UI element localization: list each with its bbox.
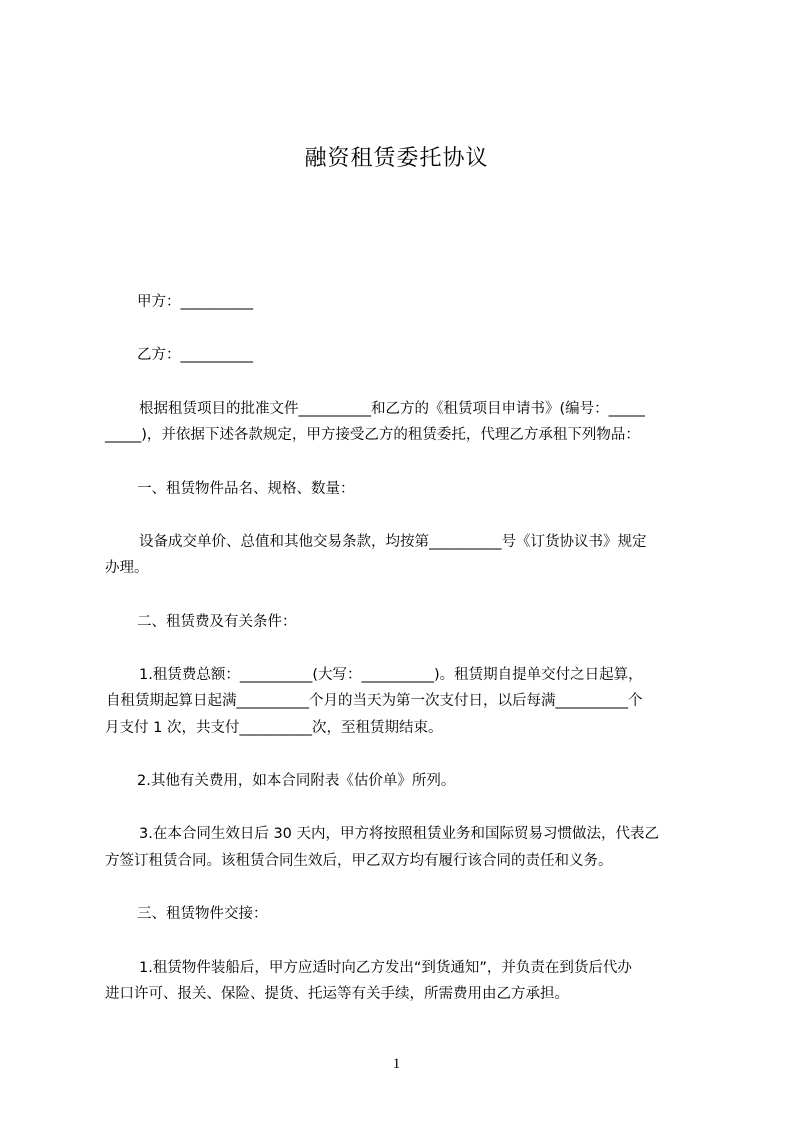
intro-paragraph-line-1: 根据租赁项目的批准文件__________和乙方的《租赁项目申请书》(编号：_____ (139, 401, 645, 417)
section-1-heading: 一、租赁物件品名、规格、数量： (137, 481, 355, 497)
section-3-heading: 三、租赁物件交接： (137, 906, 268, 922)
party-a-line: 甲方：__________ (137, 294, 253, 310)
party-b-line: 乙方：__________ (137, 347, 253, 363)
page-number: 1 (392, 1056, 401, 1072)
section-2-item-1-line-3: 月支付 1 次，共支付__________次，至租赁期结束。 (105, 720, 443, 736)
section-2-heading: 二、租赁费及有关条件： (137, 614, 297, 630)
section-2-item-2: 2.其他有关费用，如本合同附表《估价单》所列。 (137, 773, 456, 789)
intro-paragraph-line-2: _____)，并依据下述各款规定，甲方接受乙方的租赁委托，代理乙方承租下列物品： (105, 427, 640, 443)
section-2-item-1-line-1: 1.租赁费总额：__________(大写：__________)。租赁期自提单交付之日起算， (139, 667, 643, 683)
section-2-item-3-line-2: 方签订租赁合同。该租赁合同生效后，甲乙双方均有履行该合同的责任和义务。 (105, 853, 613, 869)
section-2-item-1-line-2: 自租赁期起算日起满__________个月的当天为第一次支付日，以后每满__________个 (106, 693, 643, 709)
section-3-item-1-line-1: 1.租赁物件装船后，甲方应适时向乙方发出“到货通知”，并负责在到货后代办 (139, 960, 632, 976)
document-title: 融资租赁委托协议 (304, 146, 489, 171)
section-1-paragraph-line-2: 办理。 (105, 560, 149, 576)
section-2-item-3-line-1: 3.在本合同生效日后 30 天内，甲方将按照租赁业务和国际贸易习惯做法，代表乙 (139, 826, 660, 842)
section-3-item-1-line-2: 进口许可、报关、保险、提货、托运等有关手续，所需费用由乙方承担。 (105, 986, 569, 1002)
section-1-paragraph-line-1: 设备成交单价、总值和其他交易条款，均按第__________号《订货协议书》规定 (139, 534, 647, 550)
